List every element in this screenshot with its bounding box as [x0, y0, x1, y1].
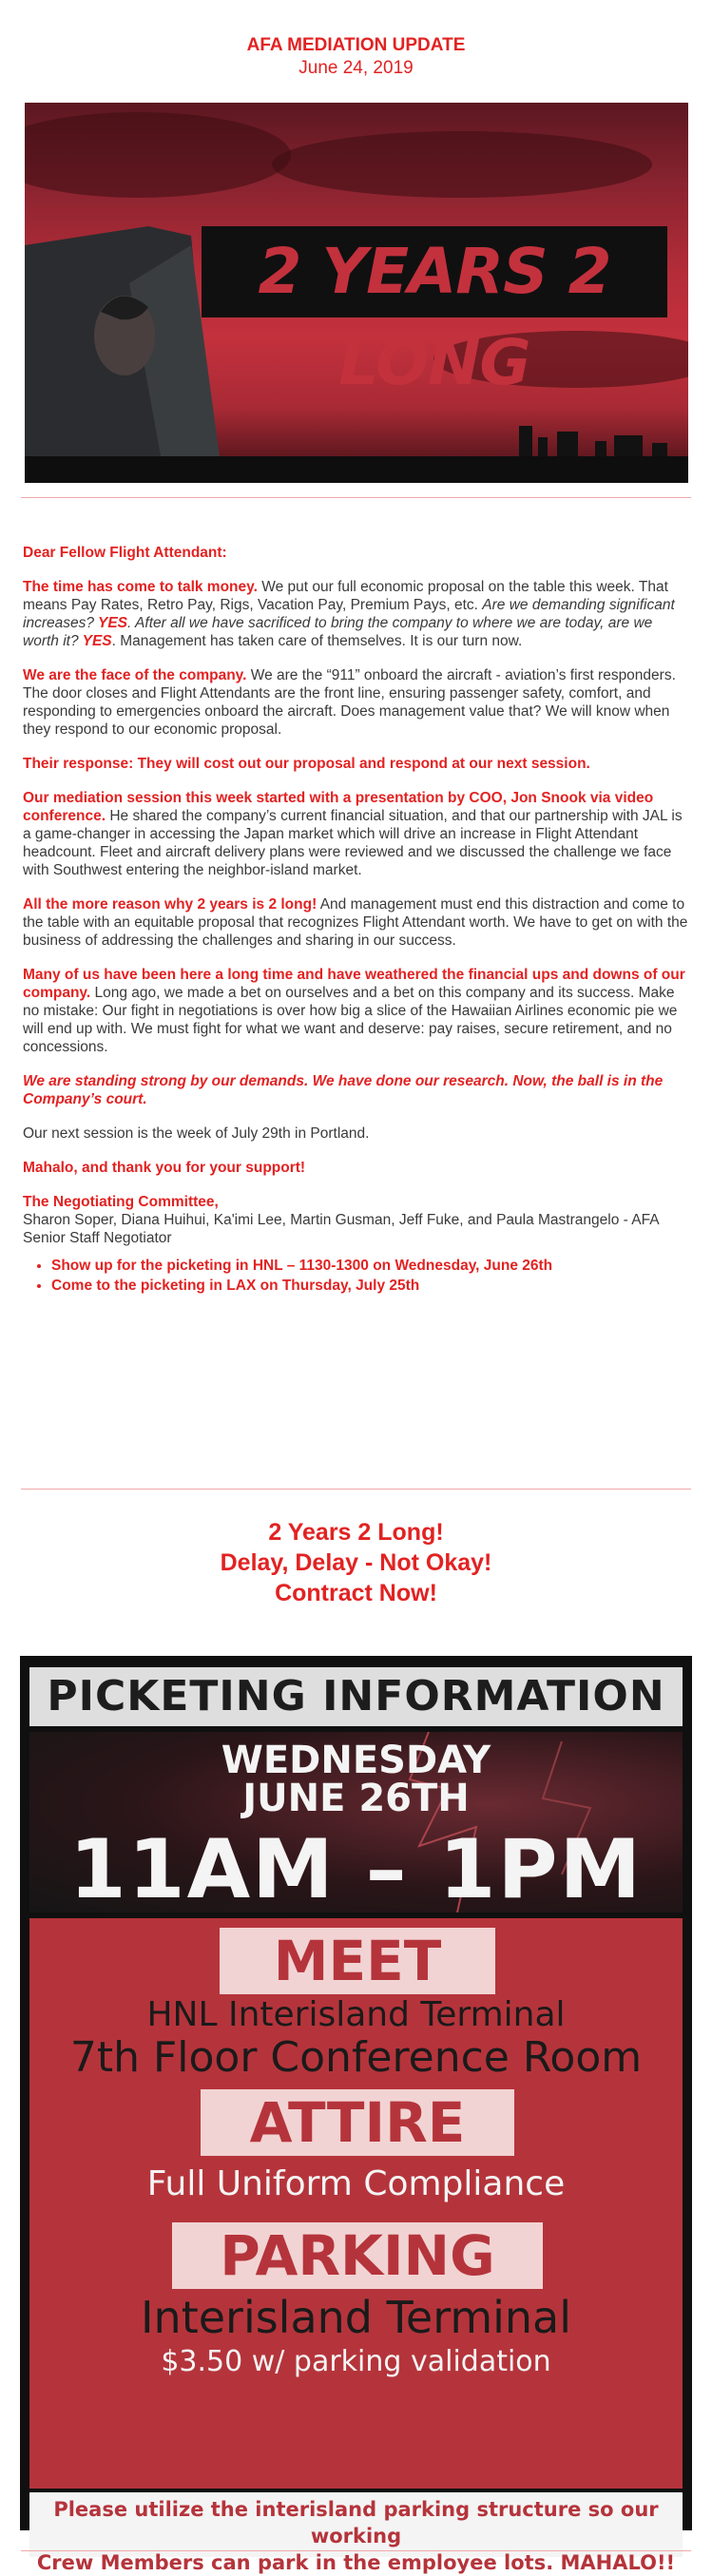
poster-details	[29, 1918, 683, 2489]
paragraph-lead: Our mediation session this week started with a presentation by COO, Jon Snook via video conference.	[23, 790, 654, 824]
hero-slogan: 2 YEARS 2 LONG	[202, 226, 667, 317]
picketing-poster-image	[20, 1656, 692, 2574]
paragraph-question: Are we demanding significant increases?	[23, 597, 675, 631]
attire-requirement: Full Uniform Compliance	[146, 2164, 566, 2203]
slogan-block	[0, 1517, 712, 1608]
header	[0, 34, 712, 80]
letter	[23, 544, 688, 1297]
paragraph-mediation	[23, 789, 688, 879]
paragraph-standing: We are standing strong by our demands. We have done our research. Now, the ball is in the Company’s court.	[23, 1073, 664, 1107]
paragraph-history	[23, 966, 688, 1056]
paragraph-reason	[23, 895, 688, 950]
attire-label: ATTIRE	[201, 2089, 514, 2156]
parking-location: Interisland Terminal	[140, 2292, 572, 2343]
hero-horizon	[25, 456, 688, 483]
list-item: • Come to the picketing in LAX on Thursday, July 25th	[51, 1277, 688, 1295]
paragraph-face	[23, 666, 688, 739]
poster-heading: PICKETING INFORMATION	[29, 1667, 683, 1726]
hero-cloud	[272, 131, 652, 198]
poster-footer	[29, 2492, 683, 2574]
divider	[21, 1489, 691, 1490]
meet-location: HNL Interisland Terminal	[146, 1995, 566, 2034]
signature-names: Sharon Soper, Diana Huihui, Ka'imi Lee, Martin Gusman, Jeff Fuke, and Paula Mastrangelo - AFA Senior Staff Negotiator	[23, 1212, 659, 1246]
slogan-line: Contract Now!	[275, 1580, 437, 1606]
yes-emphasis: YES	[78, 633, 112, 649]
paragraph-text: And management must end this distraction and come to the table with an equitable proposal that recognizes Flight Attendant worth. We have to get on with the business of addressing the challenges and sharing in our success.	[23, 896, 688, 949]
paragraph-text: We are the “911” onboard the aircraft - aviation’s first responders. The door closes and Flight Attendants are the front line, ensuring passenger safety, comfort, and responding to emergencies onboard the aircraft. Does management value that? We will know when they respond to our economic proposal.	[23, 667, 676, 738]
paragraph-text: We put our full economic proposal on the table this week. That means Pay Rates, Retro Pay, Rigs, Vacation Pay, Premium Pays, etc.	[23, 579, 668, 613]
paragraph-mahalo: Mahalo, and thank you for your support!	[23, 1160, 306, 1176]
signature-title: The Negotiating Committee,	[23, 1194, 219, 1210]
paragraph-text: He shared the company’s current financial situation, and that our partnership with JAL is a game-changer in accessing the Japan market which will drive an increase in Flight Attendant headcount. Fleet and aircraft delivery plans were reviewed and we discussed the challenge we face with Southwest entering the neighbor-island market.	[23, 808, 683, 878]
slogan-line: 2 Years 2 Long!	[268, 1519, 444, 1546]
paragraph-lead: Many of us have been here a long time and have weathered the financial ups and downs of our company.	[23, 967, 685, 1001]
list-item: • Show up for the picketing in HNL – 1130-1300 on Wednesday, June 26th	[51, 1257, 688, 1275]
signature	[23, 1193, 688, 1247]
hero-banner-image	[25, 103, 688, 483]
paragraph-question: . After all we have sacrificed to bring the company to where we are today, are we worth it?	[23, 615, 653, 649]
paragraph-text: Long ago, we made a bet on ourselves and a bet on this company and its success. Make no mistake: Our fight in negotiations is over how big a slice of the Hawaiian Airlines economic pie we will end up with. We must fight for what we want and deserve: pay raises, secure retirement, and no concessions.	[23, 985, 678, 1055]
hero-cloud	[25, 112, 291, 198]
poster-date-time	[29, 1732, 683, 1913]
poster-day: WEDNESDAY	[221, 1739, 491, 1782]
poster-footer-line: Crew Members can park in the employee lots. MAHALO!!	[36, 2551, 676, 2574]
poster-footer-line: Please utilize the interisland parking structure so our working	[53, 2498, 659, 2547]
paragraph-response: Their response: They will cost out our proposal and respond at our next session.	[23, 756, 590, 772]
paragraph-lead: All the more reason why 2 years is 2 long!	[23, 896, 318, 913]
salutation: Dear Fellow Flight Attendant:	[23, 545, 227, 561]
yes-emphasis: YES	[93, 615, 128, 631]
divider	[21, 2550, 691, 2551]
paragraph-next-session: Our next session is the week of July 29th in Portland.	[23, 1125, 370, 1142]
poster-date: JUNE 26TH	[242, 1777, 470, 1820]
parking-fee: $3.50 w/ parking validation	[161, 2345, 551, 2378]
action-list	[23, 1257, 688, 1295]
divider	[21, 497, 691, 498]
meet-room: 7th Floor Conference Room	[69, 2033, 643, 2082]
paragraph-lead: We are the face of the company.	[23, 667, 247, 683]
paragraph-text: . Management has taken care of themselves. It is our turn now.	[111, 633, 523, 649]
meet-label: MEET	[220, 1928, 495, 1994]
poster-time: 11AM – 1PM	[68, 1822, 644, 1913]
slogan-line: Delay, Delay - Not Okay!	[220, 1549, 492, 1576]
parking-label: PARKING	[172, 2222, 543, 2289]
header-date: June 24, 2019	[298, 58, 414, 78]
header-title: AFA MEDIATION UPDATE	[246, 35, 466, 55]
paragraph-money	[23, 578, 688, 650]
paragraph-lead: The time has come to talk money.	[23, 579, 258, 595]
